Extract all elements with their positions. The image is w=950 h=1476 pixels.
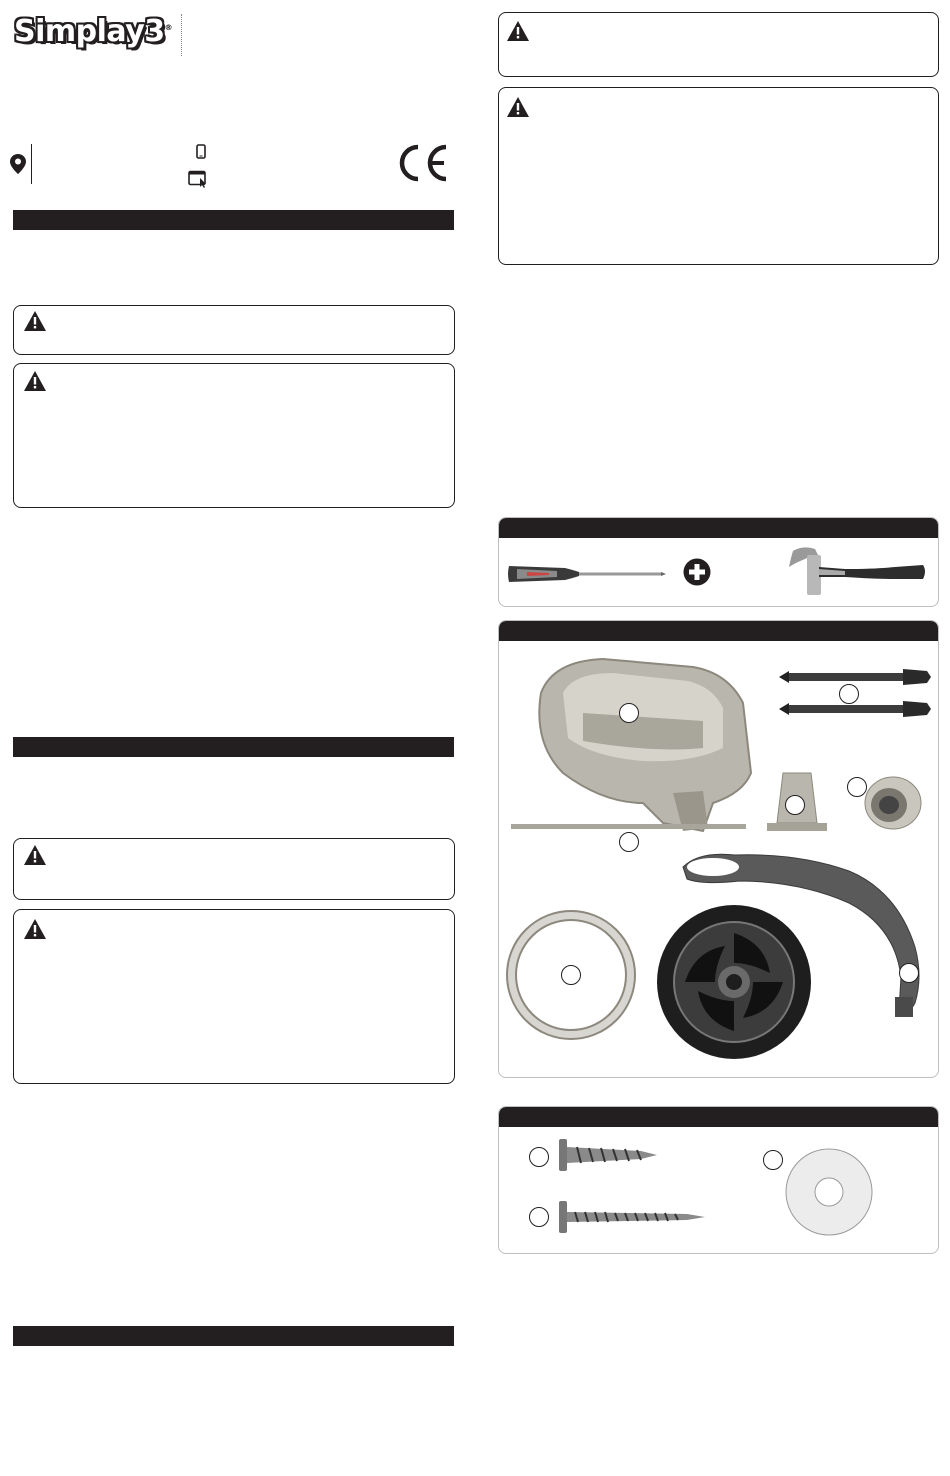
warning-triangle-icon — [507, 97, 529, 117]
hardware-list-panel — [498, 1106, 939, 1254]
hardware-panel-header — [499, 1107, 938, 1127]
callout-car-body — [619, 703, 639, 723]
callout-wheel-cap — [847, 777, 867, 797]
warning-box-1 — [13, 305, 455, 355]
warning-triangle-icon — [507, 21, 529, 41]
callout-short-screw — [529, 1147, 549, 1167]
tools-panel-header — [499, 518, 938, 538]
wheel-image — [655, 903, 813, 1061]
parts-list-panel — [498, 620, 939, 1078]
hammer-image — [785, 545, 930, 601]
warning-triangle-icon — [24, 311, 46, 331]
section-header-bar-2 — [13, 737, 454, 757]
warning-box-3 — [13, 838, 455, 900]
washer-image — [783, 1147, 875, 1237]
ce-mark-icon — [394, 143, 450, 188]
logo-divider — [181, 14, 182, 56]
callout-washer — [763, 1150, 783, 1170]
brand-logo-text: Simplay3 — [14, 14, 165, 49]
warning-box-5 — [498, 12, 939, 77]
callout-hub-bushing — [785, 795, 805, 815]
browser-window-icon — [188, 170, 208, 193]
address-divider — [31, 144, 32, 184]
phillips-plus-icon — [683, 558, 711, 586]
warning-triangle-icon — [24, 371, 46, 391]
brand-logo — [14, 14, 172, 49]
section-header-bar-3 — [13, 1326, 454, 1346]
car-body-image — [523, 653, 755, 833]
callout-seat-belt — [839, 684, 859, 704]
short-screw-image — [557, 1137, 659, 1173]
axle-rod-image — [511, 824, 746, 829]
location-pin-icon — [10, 154, 26, 179]
callout-axle-rod — [619, 832, 639, 852]
phillips-screwdriver-image — [505, 556, 667, 592]
warning-triangle-icon — [24, 845, 46, 865]
callout-tire-ring — [561, 965, 581, 985]
warning-box-2 — [13, 363, 455, 508]
registered-mark: ® — [164, 23, 173, 32]
warning-box-4 — [13, 909, 455, 1084]
callout-push-handle — [899, 963, 919, 983]
callout-long-screw — [529, 1207, 549, 1227]
smartphone-icon — [196, 144, 206, 164]
warning-triangle-icon — [24, 919, 46, 939]
long-screw-image — [557, 1199, 707, 1235]
wheel-cap-image — [863, 773, 923, 831]
parts-panel-header — [499, 621, 938, 641]
warning-box-6 — [498, 87, 939, 265]
tools-required-panel — [498, 517, 939, 607]
section-header-bar-1 — [13, 210, 454, 230]
